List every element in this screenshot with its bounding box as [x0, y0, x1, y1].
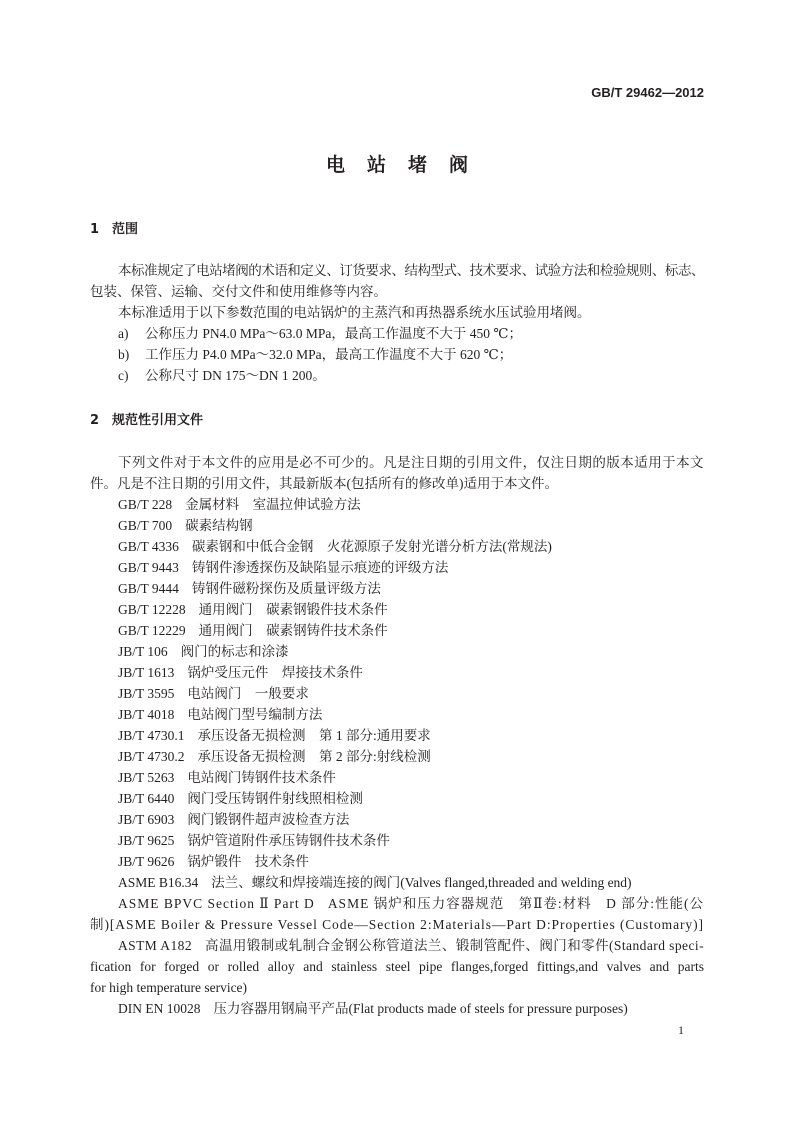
reference-item	[90, 599, 704, 620]
paragraph-text: 本标准规定了电站堵阀的术语和定义、订货要求、结构型式、技术要求、试验方法和检验规则、标志、	[118, 263, 704, 278]
reference-code: GB/T 9443	[118, 560, 179, 575]
reference-code: GB/T 4336	[118, 539, 179, 554]
reference-title: ASME 锅炉和压力容器规范 第Ⅱ卷:材料 D 部分:性能(公	[327, 896, 704, 911]
section-number: 1	[90, 222, 100, 237]
paragraph-line	[90, 452, 704, 473]
reference-code: JB/T 9625	[118, 833, 175, 848]
reference-title: 铸钢件渗透探伤及缺陷显示痕迹的评级方法	[191, 560, 449, 575]
section-2-heading	[90, 410, 203, 431]
reference-title: 锅炉受压元件 焊接技术条件	[187, 665, 363, 680]
reference-item	[90, 788, 704, 809]
reference-title: 高温用锻制或轧制合金钢公称管道法兰、锻制管配件、阀门和零件(Standard speci-	[205, 938, 704, 953]
paragraph-line	[90, 473, 704, 494]
reference-item	[90, 767, 704, 788]
reference-item	[90, 620, 704, 641]
reference-title: 承压设备无损检测 第 1 部分:通用要求	[197, 728, 431, 743]
reference-code: DIN EN 10028	[118, 1001, 201, 1016]
reference-line	[118, 935, 704, 956]
reference-code: GB/T 12228	[118, 602, 186, 617]
list-item-text: 公称压力 PN4.0 MPa～63.0 MPa，最高工作温度不大于 450 ℃；	[145, 326, 522, 341]
reference-code: JB/T 5263	[118, 770, 175, 785]
reference-title: 阀门锻钢件超声波检查方法	[187, 812, 350, 827]
reference-item	[90, 746, 704, 767]
list-label: c)	[118, 368, 129, 383]
reference-item	[90, 494, 704, 515]
reference-title: 法兰、螺纹和焊接端连接的阀门(Valves flanged,threaded and welding end)	[211, 875, 632, 890]
reference-item	[90, 725, 704, 746]
reference-code: JB/T 4018	[118, 707, 175, 722]
reference-code: ASME BPVC Section Ⅱ Part D	[118, 896, 315, 911]
reference-item	[90, 935, 704, 956]
reference-code: JB/T 9626	[118, 854, 175, 869]
reference-item	[90, 536, 704, 557]
document-title: 电站堵阀	[325, 154, 490, 176]
reference-code: ASME B16.34	[118, 875, 199, 890]
reference-continuation	[90, 977, 704, 998]
reference-item	[90, 872, 704, 893]
reference-code: JB/T 106	[118, 644, 168, 659]
reference-title: 碳素结构钢	[185, 518, 253, 533]
standard-number-header: GB/T 29462—2012	[591, 85, 704, 100]
reference-title: 碳素钢和中低合金钢 火花源原子发射光谱分析方法(常规法)	[191, 539, 552, 554]
reference-title: for high temperature service)	[90, 980, 248, 995]
reference-code: JB/T 6903	[118, 812, 175, 827]
reference-continuation	[90, 914, 704, 935]
reference-code: JB/T 4730.2	[118, 749, 185, 764]
reference-title: 金属材料 室温拉伸试验方法	[185, 497, 361, 512]
section-number: 2	[90, 413, 100, 428]
reference-title: 通用阀门 碳素钢铸件技术条件	[198, 623, 388, 638]
section-heading-text: 规范性引用文件	[112, 413, 204, 428]
list-label: b)	[118, 347, 130, 362]
reference-line	[118, 893, 704, 914]
reference-title: fication for forged or rolled alloy and stainless steel pipe flanges,forged fittings,and valves and parts	[90, 959, 704, 974]
reference-item	[90, 851, 704, 872]
reference-title: 压力容器用钢扁平产品(Flat products made of steels for pressure purposes)	[213, 1001, 628, 1016]
reference-title: 阀门受压铸钢件射线照相检测	[187, 791, 363, 806]
reference-item	[90, 683, 704, 704]
reference-title: 电站阀门铸钢件技术条件	[187, 770, 336, 785]
page-number: 1	[678, 1023, 684, 1037]
section-1-body	[90, 260, 704, 386]
list-label: a)	[118, 326, 129, 341]
paragraph-line	[90, 281, 704, 302]
section-heading-text: 范围	[112, 222, 139, 237]
list-item	[90, 365, 704, 386]
reference-item	[90, 809, 704, 830]
paragraph-text: 本标准适用于以下参数范围的电站锅炉的主蒸汽和再热器系统水压试验用堵阀。	[118, 305, 591, 320]
section-2-body	[90, 452, 704, 1019]
paragraph-text: 下列文件对于本文件的应用是必不可少的。凡是注日期的引用文件，仅注日期的版本适用于本文	[118, 455, 704, 470]
reference-item	[90, 557, 704, 578]
reference-code: GB/T 228	[118, 497, 173, 512]
paragraph-text: 件。凡是不注日期的引用文件，其最新版本(包括所有的修改单)适用于本文件。	[90, 476, 558, 491]
reference-code: GB/T 9444	[118, 581, 179, 596]
list-item-text: 公称尺寸 DN 175～DN 1 200。	[145, 368, 326, 383]
reference-title: 承压设备无损检测 第 2 部分:射线检测	[197, 749, 431, 764]
reference-code: JB/T 6440	[118, 791, 175, 806]
reference-title: 锅炉管道附件承压铸钢件技术条件	[187, 833, 390, 848]
reference-code: JB/T 3595	[118, 686, 175, 701]
section-1-heading	[90, 219, 138, 240]
reference-title: 通用阀门 碳素钢锻件技术条件	[198, 602, 388, 617]
reference-title: 铸钢件磁粉探伤及质量评级方法	[191, 581, 381, 596]
reference-item	[90, 578, 704, 599]
reference-title: 锅炉锻件 技术条件	[187, 854, 309, 869]
list-item-text: 工作压力 P4.0 MPa～32.0 MPa，最高工作温度不大于 620 ℃；	[145, 347, 513, 362]
reference-item	[90, 641, 704, 662]
paragraph-text: 包装、保管、运输、交付文件和使用维修等内容。	[90, 284, 387, 299]
reference-code: GB/T 12229	[118, 623, 186, 638]
reference-item	[90, 515, 704, 536]
reference-code: JB/T 4730.1	[118, 728, 185, 743]
paragraph-line	[90, 260, 704, 281]
reference-code: ASTM A182	[118, 938, 193, 953]
reference-item	[90, 830, 704, 851]
list-item	[90, 323, 704, 344]
reference-item	[90, 893, 704, 914]
reference-code: GB/T 700	[118, 518, 173, 533]
reference-title: 制)[ASME Boiler & Pressure Vessel Code—Section 2:Materials—Part D:Properties (Customary)]	[90, 917, 704, 932]
reference-item	[90, 662, 704, 683]
reference-title: 电站阀门型号编制方法	[187, 707, 323, 722]
reference-code: JB/T 1613	[118, 665, 175, 680]
paragraph-line	[90, 302, 704, 323]
reference-title: 阀门的标志和涂漆	[180, 644, 289, 659]
reference-item	[90, 704, 704, 725]
reference-title: 电站阀门 一般要求	[187, 686, 309, 701]
list-item	[90, 344, 704, 365]
reference-continuation	[90, 956, 704, 977]
reference-item	[90, 998, 704, 1019]
